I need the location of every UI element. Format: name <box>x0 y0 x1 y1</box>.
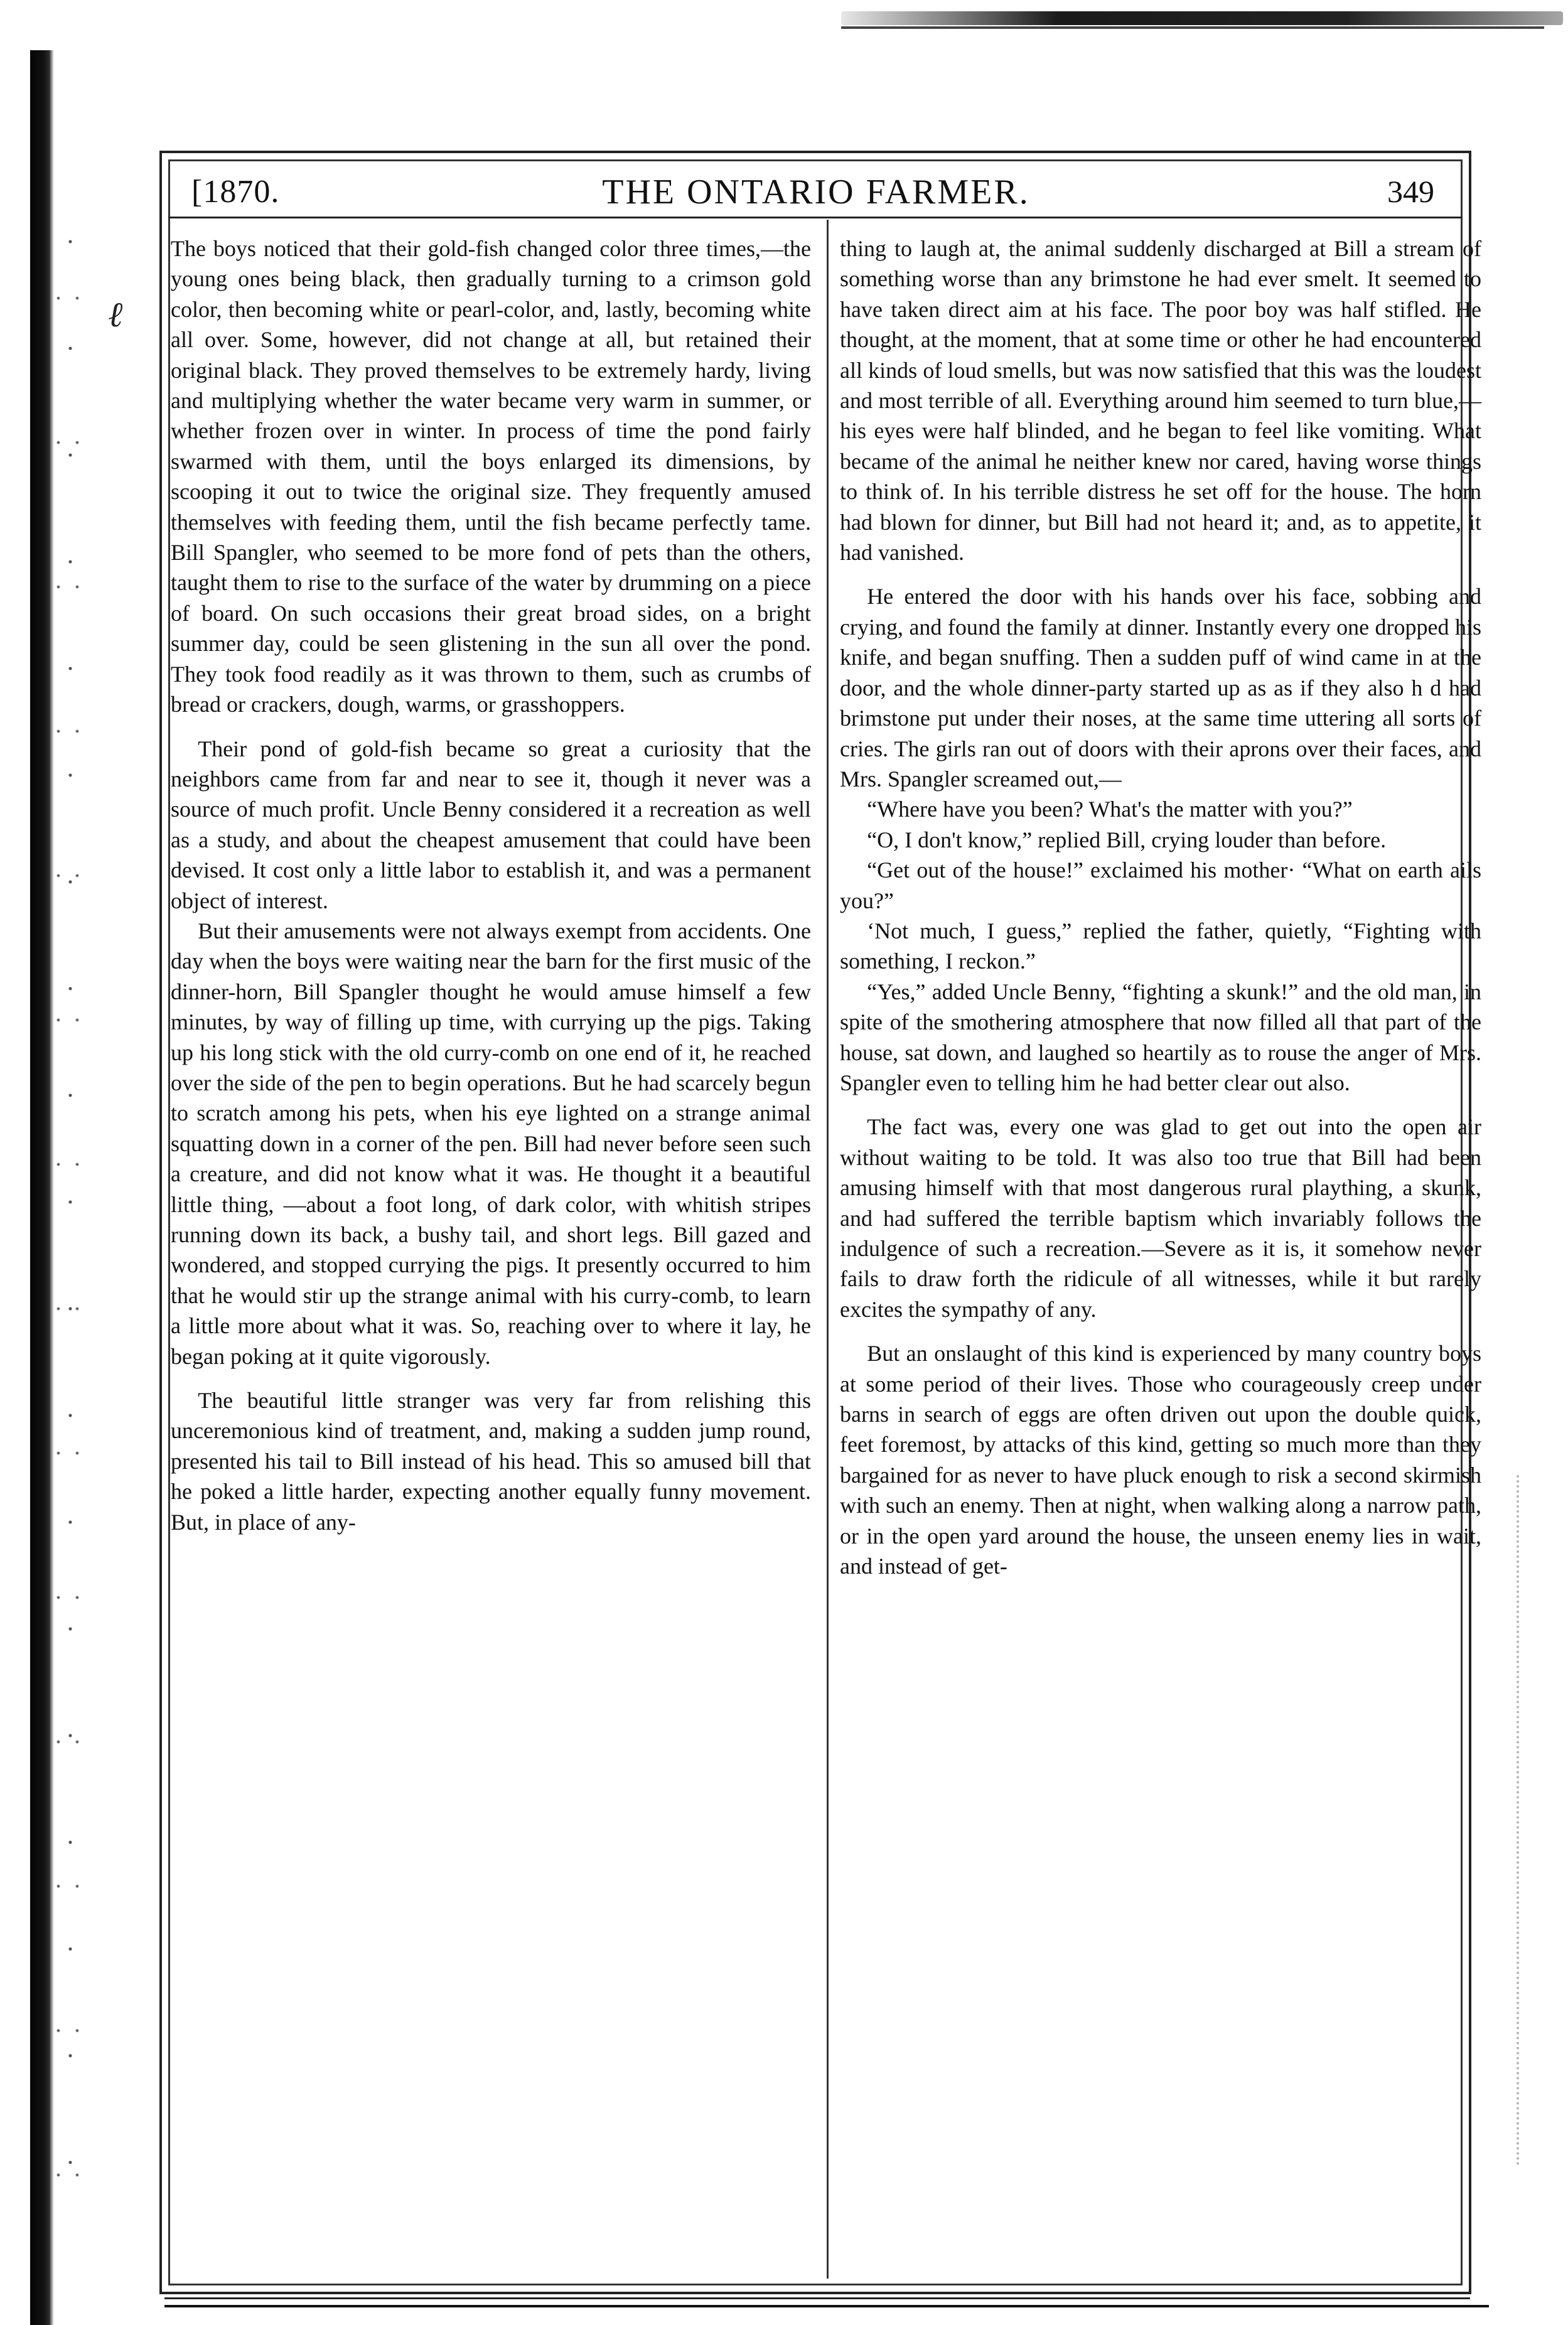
bottom-rule-heavy <box>164 2305 1489 2307</box>
paragraph: But their amusements were not always exempt from accidents. One day when the boys were waiting near the barn for the first music of the dinner-horn, Bill Spangler thought he would amuse himself a few minutes, by way of filling up time, with currying up the pigs. Taking up his long stick with the old curry-comb on one end of it, he reached over the side of the pen to begin operations. But he had scarcely begun to scratch among his pets, when his eye lighted on a strange animal squatting down in a corner of the pen. Bill had never before seen such a creature, and did not know what it was. He thought it a beautiful little thing, —about a foot long, of dark color, with whitish stripes running down its back, a bushy tail, and short legs. Bill gazed and wondered, and stopped currying the pigs. It presently occurred to him that he would stir up the strange animal with his curry-comb, to learn a little more about what it was. So, reaching over to where it lay, he began poking at it quite vigorously. <box>171 918 811 1369</box>
binding-specks <box>55 188 93 2260</box>
paragraph: The boys noticed that their gold-fish changed color three times,—the young ones being black, then gradually turning to a crimson gold color, then becoming white or pearl-color, and, lastly, becoming white all over. Some, however, did not change at all, but retained their original black. They proved themselves to be extremely hardy, living and multiplying whether the water became very warm in summer, or whether frozen over in winter. In process of time the pond fairly swarmed with them, until the boys enlarged its dimensions, by scooping it out to twice the original size. They frequently amused themselves with feeding them, until the fish became perfectly tame. Bill Spangler, who seemed to be more fond of pets than the others, taught them to rise to the surface of the water by drumming on a piece of board. On such occasions their great broad sides, on a bright summer day, could be seen glistening in the sun all over the pond. They took food readily as it was thrown to them, such as crumbs of bread or crackers, dough, warms, or grasshoppers. <box>171 236 811 717</box>
paragraph: He entered the door with his hands over his face, sobbing and crying, and found the family at dinner. Instantly every one dropped his knife, and began snuffing. Then a sudden puff of wind came in at the door, and the whole dinner-party started up as as if they also h d had brimstone put under their noses, at the same time uttering all sorts of cries. The girls ran out of doors with their aprons over their faces, and Mrs. Spangler screamed out,— <box>840 584 1481 792</box>
top-ink-line <box>841 26 1544 29</box>
paragraph: Their pond of gold-fish became so great a curiosity that the neighbors came from far and near to see it, though it never was a source of much profit. Uncle Benny considered it a recreation as well as a study, and about the cheapest amusement that could have been devised. It cost only a little labor to establish it, and was a permanent object of interest. <box>171 736 811 913</box>
header-year: [1870. <box>191 174 280 210</box>
paragraph: “Where have you been? What's the matter with you?” <box>867 797 1353 822</box>
header-rule <box>168 217 1463 218</box>
right-edge-specks <box>1517 1475 1557 2166</box>
paragraph: The fact was, every one was glad to get out into the open air without waiting to be told. It was also too true that Bill had been amusing himself with that most dangerous rural plaything, a skunk, and had suffered the terrible baptism which invariably follows the indulgence of such a recreation.—Severe as it is, it somehow never fails to draw forth the ridicule of all witnesses, while it but rarely excites the sympathy of any. <box>840 1114 1481 1322</box>
paragraph: “Get out of the house!” exclaimed his mother· “What on earth ails you?” <box>840 857 1481 913</box>
page-header <box>179 168 1453 218</box>
left-column <box>171 234 811 1537</box>
paragraph: “O, I don't know,” replied Bill, crying louder than before. <box>867 827 1387 852</box>
paragraph: But an onslaught of this kind is experienced by many country boys at some period of their lives. Those who courageously creep under barns in search of eggs are often driven out upon the double quick, feet foremost, by attacks of this kind, getting so much more than they bargained for as never to have pluck enough to risk a second skirmish with such an enemy. Then at night, when walking along a narrow path, or in the open yard around the house, the unseen enemy lies in wait, and instead of get- <box>840 1341 1481 1579</box>
page-number: 349 <box>1387 174 1434 209</box>
paragraph: thing to laugh at, the animal suddenly discharged at Bill a stream of something worse than any brimstone he had ever smelt. It seemed to have taken direct aim at his face. The poor boy was half stifled. He thought, at the moment, that at some time or other he had encountered all kinds of loud smells, but was now satisfied that this was the loudest and most terrible of all. Everything around him seemed to turn blue,—his eyes were half blinded, and he began to feel like vomiting. What became of the animal he neither knew nor cared, having worse things to think of. In his terrible distress he set off for the house. The horn had blown for dinner, but Bill had not heard it; and, as to appetite, it had vanished. <box>840 236 1481 566</box>
paragraph: The beautiful little stranger was very far from relishing this unceremonious kind of treatment, and, making a sudden jump round, presented his tail to Bill instead of his head. This so amused bill that he poked a little harder, expecting another equally funny movement. But, in place of any- <box>171 1388 811 1535</box>
header-title: THE ONTARIO FARMER. <box>602 173 1030 212</box>
paragraph: “Yes,” added Uncle Benny, “fighting a skunk!” and the old man, in spite of the smothering atmosphere that now filled all that part of the house, sat down, and laughed so heartily as to rouse the anger of Mrs. Spangler even to telling him he had better clear out also. <box>840 979 1481 1095</box>
paragraph: ‘Not much, I guess,” replied the father, quietly, “Fighting with something, I reckon.” <box>840 918 1481 974</box>
binding-edge-shadow <box>30 50 54 2325</box>
right-column <box>840 234 1481 1581</box>
bottom-rule <box>164 2297 1470 2299</box>
top-ink-smudge <box>841 11 1563 25</box>
margin-pencil-mark: ℓ <box>108 296 123 335</box>
column-divider <box>827 220 829 2279</box>
